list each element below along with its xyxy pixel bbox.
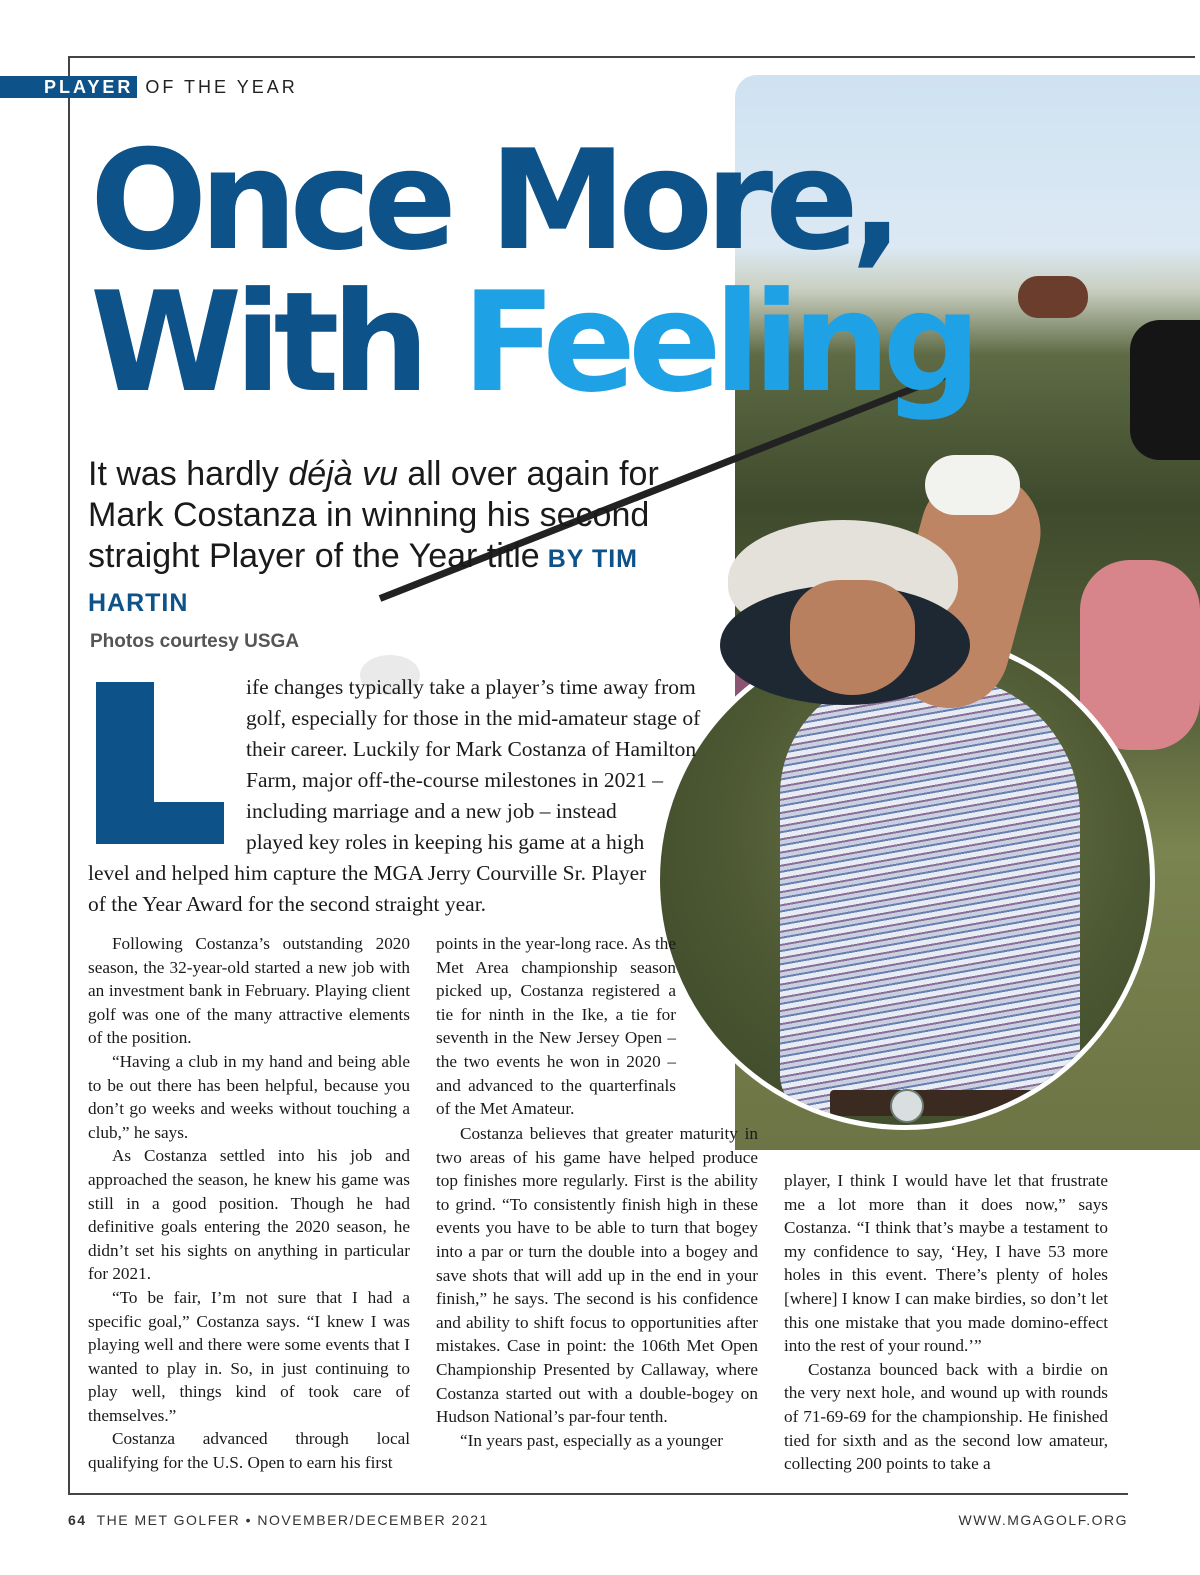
frame-rule-bottom <box>68 1493 1128 1495</box>
byline: BY TIM HARTIN <box>88 545 638 617</box>
golfer-face <box>790 580 915 695</box>
lede-line: their career. Luckily for Mark Costanza of Hamilton <box>246 737 697 761</box>
body-column-2-top <box>436 932 676 1121</box>
body-paragraph: Costanza advanced through local qualifying for the U.S. Open to earn his first <box>88 1429 410 1473</box>
belt-buckle-icon <box>890 1089 924 1123</box>
kicker-rest: OF THE YEAR <box>145 77 298 97</box>
lede-line: ife changes typically take a player’s time away from <box>246 675 696 699</box>
lede-line: golf, especially for those in the mid-amateur stage of <box>246 706 701 730</box>
lede-line: Farm, major off-the-course milestones in 2021 – <box>246 768 663 792</box>
publication-line: THE MET GOLFER • NOVEMBER/DECEMBER 2021 <box>96 1512 489 1528</box>
frame-rule-top <box>70 56 1195 58</box>
body-paragraph: player, I think I would have let that frustrate me a lot more than it does now,” says Costanza. “I think that’s maybe a testament to my confidence to say, ‘Hey, I have 53 more holes in this event. There’s plenty of holes [where] I know I can make birdies, so don’t let this one mistake that you made domino-effect into the rest of your round.’” <box>784 1171 1108 1356</box>
body-paragraph: “Having a club in my hand and being able to be out there has been helpful, because you don’t go weeks and weeks without touching a club,” he says. <box>88 1051 410 1142</box>
drop-cap-foot <box>96 802 224 844</box>
headline-line1: Once More, <box>90 120 896 281</box>
headline-line2-accent: Feeling <box>461 262 974 423</box>
page-number: 64 <box>68 1512 87 1528</box>
body-paragraph: points in the year-long race. As the Met Area championship season picked up, Costanza registered a tie for ninth in the Ike, a tie for seventh in the New Jersey Open – the two events he won in 2020 – and advanced to the quarterfinals of the Met Amateur. <box>436 934 676 1119</box>
drop-cap-l <box>96 682 224 844</box>
deck-pre: It was hardly <box>88 455 289 493</box>
body-paragraph: Costanza believes that greater maturity in two areas of his game have helped produce top finishes more regularly. First is the ability to grind. “To consistently finish high in these events you have to be able to turn that bogey into a par or turn the double into a bogey and save shots that will add up in the end in your finish,” he says. The second is his confidence and ability to shift focus to opportunities after mistakes. Case in point: the 106th Met Open Championship Presented by Callaway, where Costanza started out with a double-bogey on Hudson National’s par-four tenth. <box>436 1124 758 1427</box>
kicker-highlight: PLAYER <box>0 76 137 98</box>
lede-line: of the Year Award for the second straight year. <box>88 892 487 916</box>
website-url: WWW.MGAGOLF.ORG <box>958 1512 1128 1528</box>
deck-post: all over again for Mark Costanza in winning his second straight Player of the Year title <box>88 455 659 575</box>
body-paragraph: “To be fair, I’m not sure that I had a specific goal,” Costanza says. “I knew I was playing well and there were some events that I wanted to play in. So, in just continuing to play well, things kind of took care of themselves.” <box>88 1287 410 1425</box>
body-column-3 <box>784 1169 1108 1476</box>
golfer-belt <box>830 1090 1070 1116</box>
body-paragraph: As Costanza settled into his job and approached the season, he knew his game was still in a good position. Though he had definitive goals entering the 2020 season, he didn’t set his sights on anything in particular for 2021. <box>88 1146 410 1284</box>
body-paragraph: Costanza bounced back with a birdie on the very next hole, and wound up with rounds of 71-69-69 for the championship. He finished tied for sixth and as the second low amateur, collecting 200 points to take a <box>784 1359 1108 1474</box>
deck <box>88 454 688 624</box>
body-column-1 <box>88 932 410 1475</box>
body-paragraph: “In years past, especially as a younger <box>460 1430 723 1450</box>
lede-line: played key roles in keeping his game at a high <box>246 830 645 854</box>
lede-line: level and helped him capture the MGA Jerry Courville Sr. Player <box>88 861 647 885</box>
deck-italic: déjà vu <box>288 455 398 493</box>
photo-credit: Photos courtesy USGA <box>90 631 300 652</box>
headline <box>90 120 1190 423</box>
golfer-shirt <box>780 675 1080 1115</box>
frame-rule-left <box>68 56 70 1494</box>
body-paragraph: Following Costanza’s outstanding 2020 season, the 32-year-old started a new job with an investment bank in February. Playing client golf was one of the many attractive elements of the position. <box>88 934 410 1048</box>
section-kicker <box>0 76 298 98</box>
lede-line: including marriage and a new job – instead <box>246 799 617 823</box>
headline-line2-dark: With <box>90 262 462 423</box>
golfer-photo-circle <box>655 630 1155 1130</box>
golfer-glove <box>925 455 1020 515</box>
folio <box>68 1512 489 1528</box>
body-column-2-bottom <box>436 1122 758 1452</box>
